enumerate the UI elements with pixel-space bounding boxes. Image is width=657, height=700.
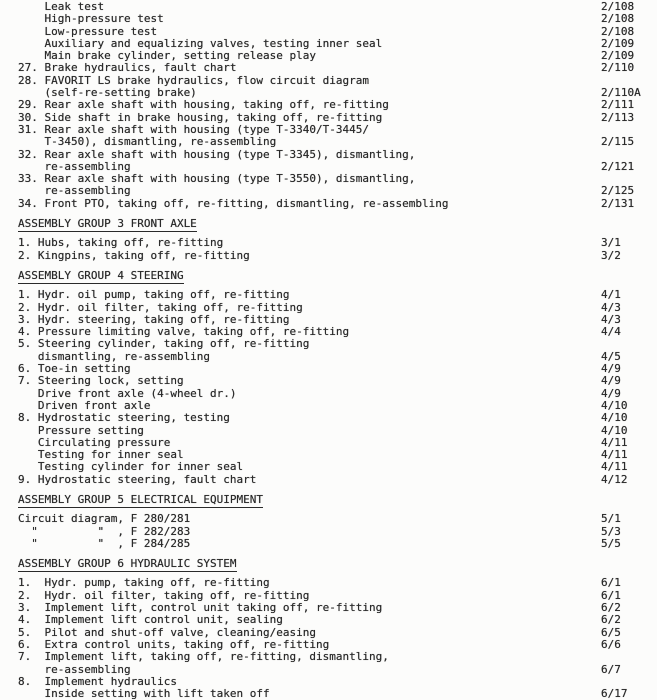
toc-page-number: 6/2 — [601, 601, 621, 615]
toc-entry-text: 34. Front PTO, taking off, re-fitting, dismantling, re-assembling — [18, 196, 449, 210]
toc-page-number: 6/1 — [601, 588, 621, 602]
section-heading-text: ASSEMBLY GROUP 4 STEERING — [18, 270, 184, 284]
toc-page-number: 2/110A — [601, 86, 641, 100]
section-heading — [18, 558, 657, 571]
toc-page-number: 4/1 — [601, 288, 621, 302]
toc-page-number: 2/121 — [601, 159, 635, 173]
toc-entry-text: Auxiliary and equalizing valves, testing inner seal — [18, 36, 383, 50]
toc-page-number: 4/9 — [601, 386, 621, 400]
toc-page-number: 3/2 — [601, 248, 621, 262]
section-heading-text: ASSEMBLY GROUP 5 ELECTRICAL EQUIPMENT — [18, 494, 263, 508]
toc-entry-text: 8. Hydrostatic steering, testing — [18, 411, 230, 425]
section-heading — [18, 494, 657, 507]
toc-entry-text: dismantling, re-assembling — [18, 349, 211, 363]
toc-page-number: 4/3 — [601, 300, 621, 314]
toc-entry-text: 6. Toe-in setting — [18, 362, 131, 376]
toc-page-number: 2/115 — [601, 135, 635, 149]
toc-entry-text: 4. Pressure limiting valve, taking off, re-fitting — [18, 325, 350, 339]
toc-entry-text: 2. Kingpins, taking off, re-fitting — [18, 248, 250, 262]
toc-page-number: 4/10 — [601, 423, 628, 437]
toc-page-number: 6/17 — [601, 687, 628, 700]
toc-entry-text: 31. Rear axle shaft with housing (type T-3340/T-3445/ — [18, 122, 369, 136]
toc-row — [18, 538, 657, 550]
section-heading-text: ASSEMBLY GROUP 6 HYDRAULIC SYSTEM — [18, 558, 237, 572]
toc-entry-text: 5. Steering cylinder, taking off, re-fitting — [18, 337, 310, 351]
toc-row — [18, 250, 657, 262]
toc-page-number: 4/9 — [601, 374, 621, 388]
toc-page-number: 4/3 — [601, 312, 621, 326]
toc-entry-text: 1. Hydr. pump, taking off, re-fitting — [18, 576, 270, 590]
toc-entry-text: (self-re-setting brake) — [18, 86, 197, 100]
toc-entry-text: 8. Implement hydraulics — [18, 674, 177, 688]
toc-page-number: 4/12 — [601, 472, 628, 486]
toc-entry-text: 5. Pilot and shut-off valve, cleaning/easing — [18, 625, 317, 639]
toc-page-number: 2/131 — [601, 196, 635, 210]
toc-entry-text: Circulating pressure — [18, 435, 171, 449]
toc-page-number: 4/5 — [601, 349, 621, 363]
toc-entry-text: 3. Implement lift, control unit taking off, re-fitting — [18, 601, 383, 615]
toc-entry-text: 27. Brake hydraulics, fault chart — [18, 61, 237, 75]
toc-entry-text: 6. Extra control units, taking off, re-fitting — [18, 637, 330, 651]
toc-entry-text: High-pressure test — [18, 12, 164, 26]
toc-entry-text: re-assembling — [18, 159, 131, 173]
toc-page-number: 5/5 — [601, 536, 621, 550]
toc-entry-text: 7. Steering lock, setting — [18, 374, 184, 388]
section-heading — [18, 218, 657, 231]
toc-page-number: 4/11 — [601, 448, 628, 462]
toc-entry-text: 29. Rear axle shaft with housing, taking off, re-fitting — [18, 98, 389, 112]
toc-page-number: 4/4 — [601, 325, 621, 339]
toc-entry-text: 33. Rear axle shaft with housing (type T-3550), dismantling, — [18, 172, 416, 186]
toc-page-number: 2/125 — [601, 184, 635, 198]
toc-page-number: 6/1 — [601, 576, 621, 590]
toc-entry-text: Circuit diagram, F 280/281 — [18, 512, 191, 526]
toc-page-number: 2/108 — [601, 24, 635, 38]
toc-entry-text: 32. Rear axle shaft with housing (type T-3345), dismantling, — [18, 147, 416, 161]
toc-page-number: 6/5 — [601, 625, 621, 639]
toc-entry-text: 4. Implement lift control unit, sealing — [18, 613, 283, 627]
toc-entry-text: 28. FAVORIT LS brake hydraulics, flow circuit diagram — [18, 73, 369, 87]
toc-row — [18, 474, 657, 486]
toc-entry-text: Testing for inner seal — [18, 448, 184, 462]
toc-entry-text: Inside setting with lift taken off — [18, 687, 270, 700]
toc-row — [18, 198, 657, 210]
toc-entry-text: 7. Implement lift, taking off, re-fitting, dismantling, — [18, 650, 389, 664]
section-heading — [18, 270, 657, 283]
toc-page-number: 4/11 — [601, 460, 628, 474]
toc-entry-text: 3. Hydr. steering, taking off, re-fitting — [18, 312, 290, 326]
toc-page-number: 2/108 — [601, 0, 635, 13]
toc-row — [18, 688, 657, 700]
toc-page-number: 4/11 — [601, 435, 628, 449]
toc-page-number: 6/2 — [601, 613, 621, 627]
toc-page-number: 2/113 — [601, 110, 635, 124]
toc-entry-text: Low-pressure test — [18, 24, 158, 38]
toc-page-number: 5/1 — [601, 512, 621, 526]
toc-entry-text: 1. Hubs, taking off, re-fitting — [18, 236, 224, 250]
toc-entry-text: " " , F 282/283 — [18, 524, 191, 538]
toc-entry-text: 1. Hydr. oil pump, taking off, re-fitting — [18, 288, 290, 302]
toc-entry-text: Drive front axle (4-wheel dr.) — [18, 386, 237, 400]
toc-entry-text: re-assembling — [18, 662, 131, 676]
toc-page-number: 2/109 — [601, 49, 635, 63]
toc-page-number: 2/110 — [601, 61, 635, 75]
toc-page-number: 4/10 — [601, 398, 628, 412]
toc-entry-text: re-assembling — [18, 184, 131, 198]
toc-entry-text: Testing cylinder for inner seal — [18, 460, 244, 474]
toc-entry-text: 9. Hydrostatic steering, fault chart — [18, 472, 257, 486]
toc-entry-text: 2. Hydr. oil filter, taking off, re-fitting — [18, 300, 303, 314]
toc-entry-text: T-3450), dismantling, re-assembling — [18, 135, 277, 149]
toc-page-number: 6/6 — [601, 637, 621, 651]
toc-page-number: 2/108 — [601, 12, 635, 26]
toc-entry-text: Pressure setting — [18, 423, 144, 437]
toc-entry-text: 30. Side shaft in brake housing, taking off, re-fitting — [18, 110, 383, 124]
toc-page-number: 2/109 — [601, 36, 635, 50]
toc-page-number: 2/111 — [601, 98, 635, 112]
toc-entry-text: " " , F 284/285 — [18, 536, 191, 550]
toc-page-number: 4/10 — [601, 411, 628, 425]
toc-page-number: 4/9 — [601, 362, 621, 376]
toc-page-number: 6/7 — [601, 662, 621, 676]
toc-entry-text: Driven front axle — [18, 398, 151, 412]
toc-entry-text: Leak test — [18, 0, 105, 13]
toc-page-number: 5/3 — [601, 524, 621, 538]
toc-entry-text: 2. Hydr. oil filter, taking off, re-fitting — [18, 588, 310, 602]
section-heading-text: ASSEMBLY GROUP 3 FRONT AXLE — [18, 218, 197, 232]
toc-entry-text: Main brake cylinder, setting release play — [18, 49, 317, 63]
toc-page-number: 3/1 — [601, 236, 621, 250]
